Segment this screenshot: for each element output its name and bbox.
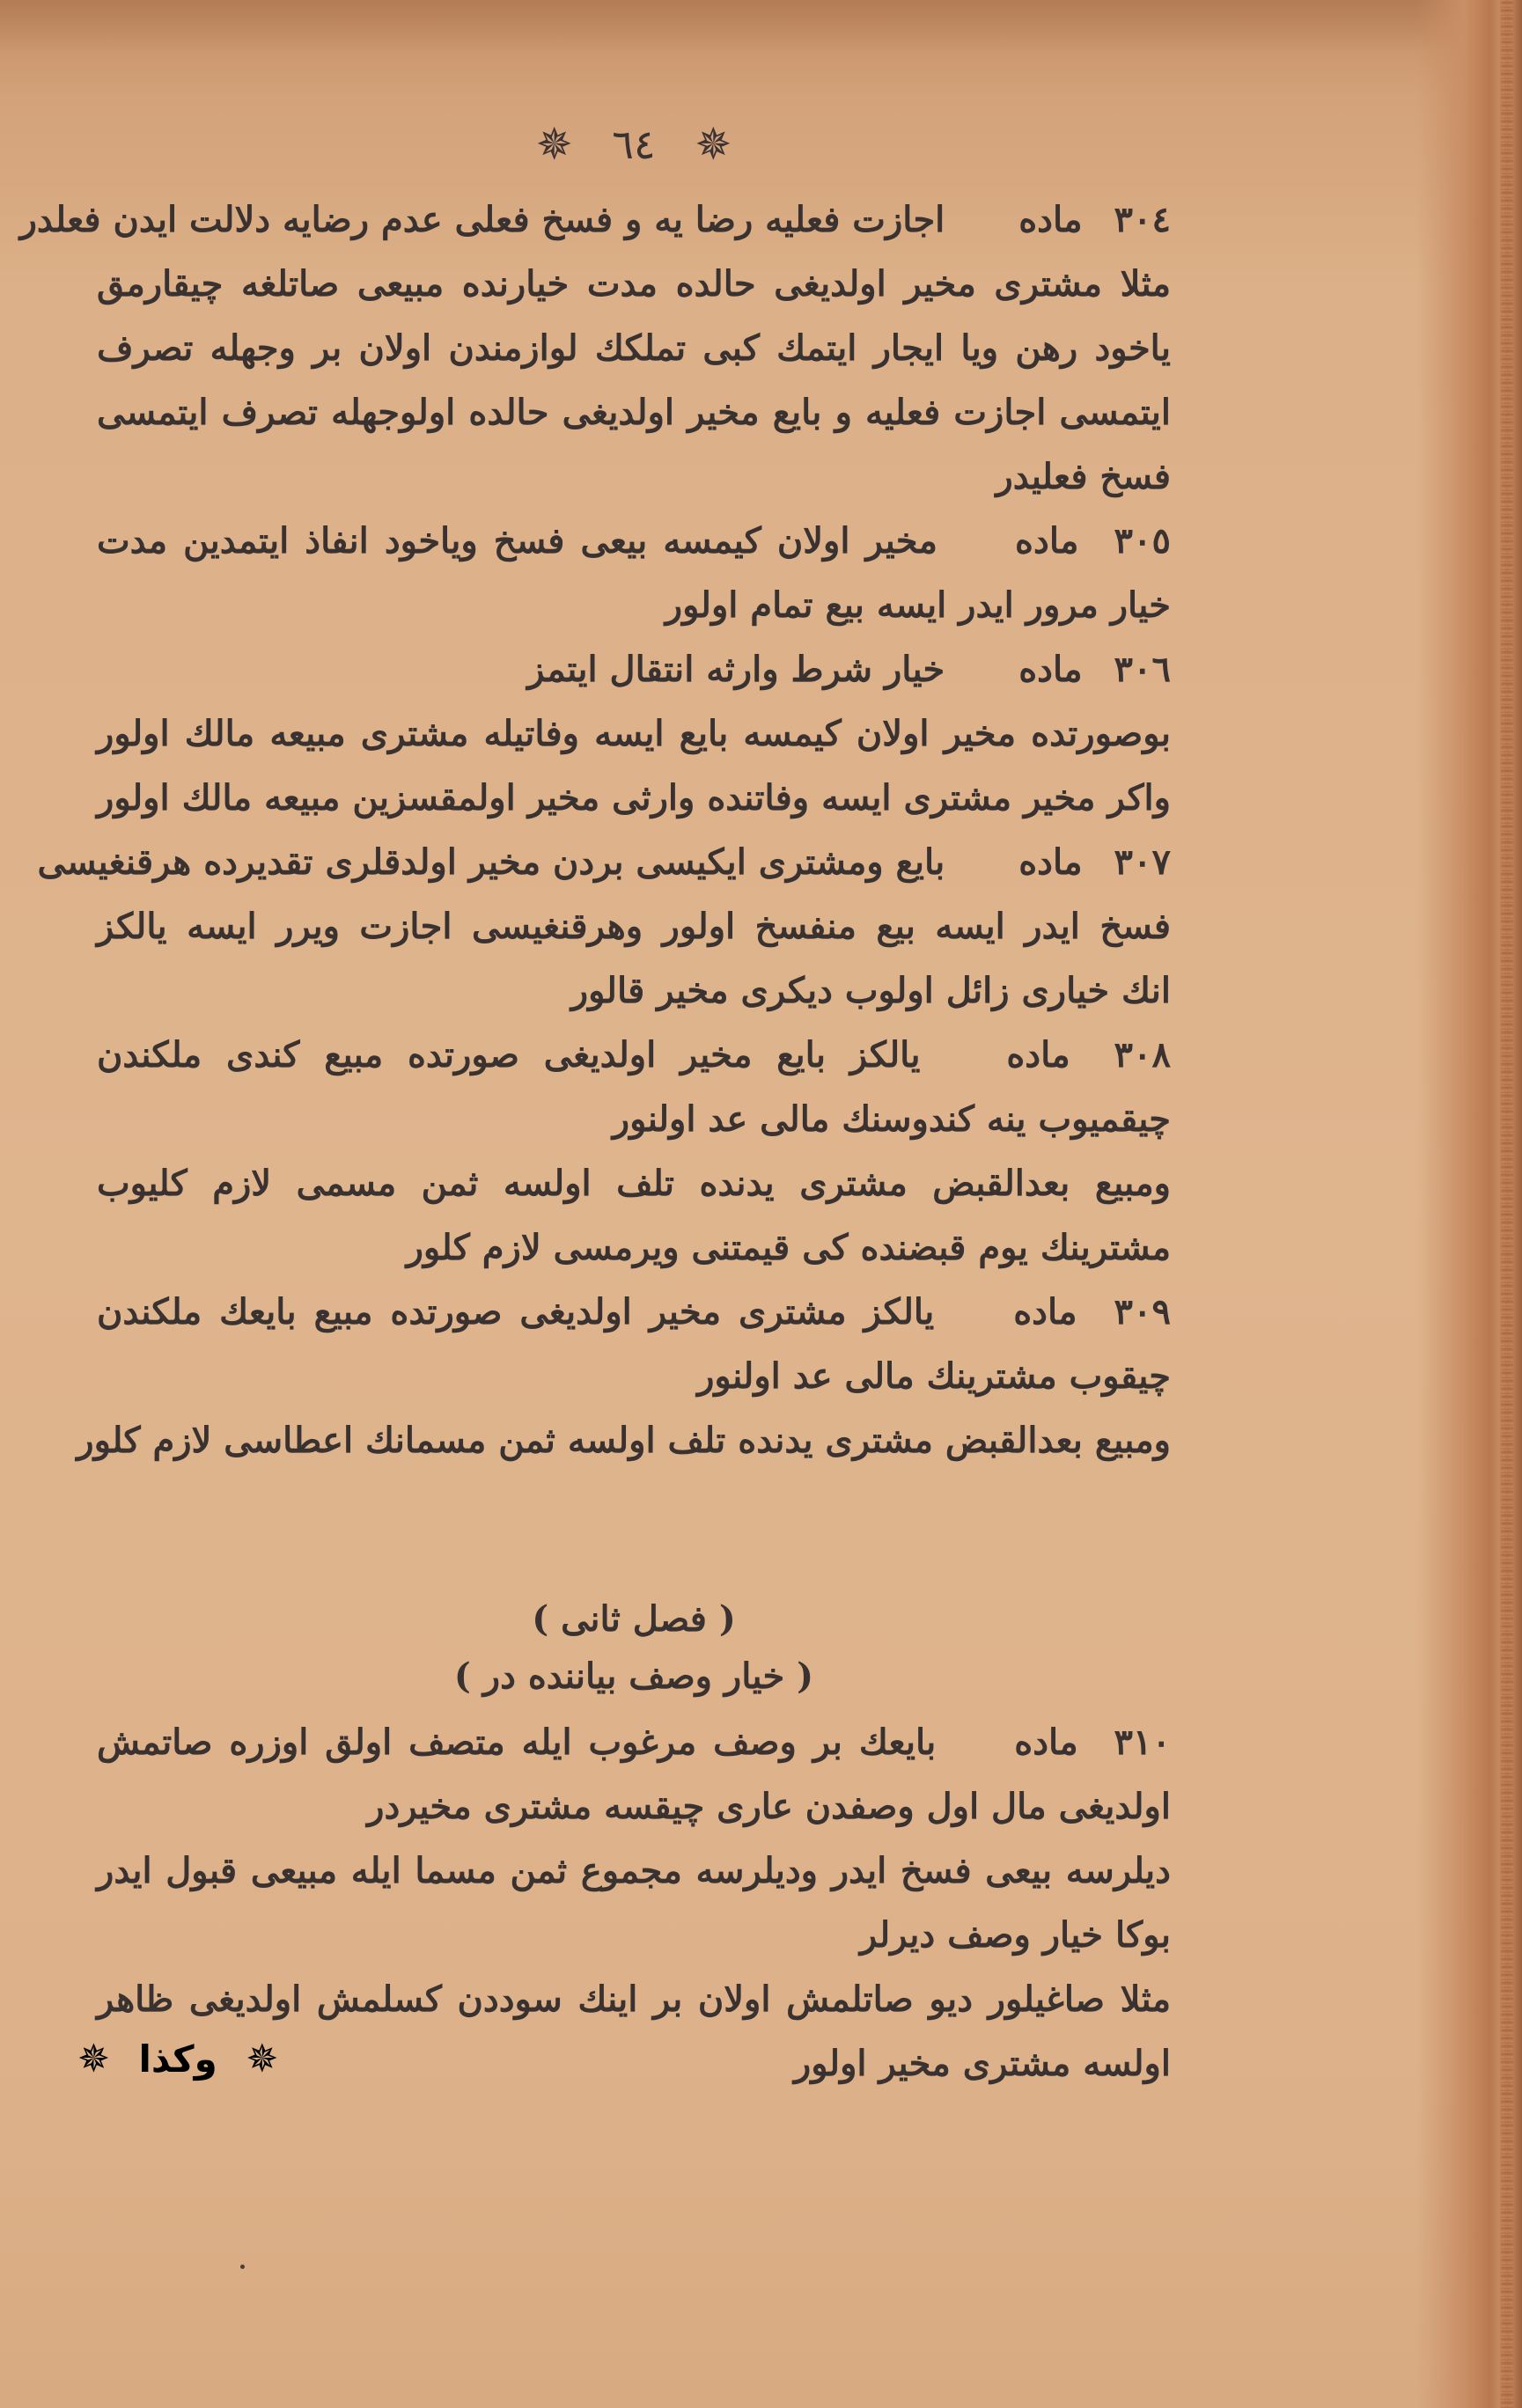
page-edge — [1416, 0, 1522, 2408]
article-310-line-1 — [97, 1712, 1171, 1773]
ornament-right-icon: ✵ — [246, 2037, 279, 2081]
article-label: ماده — [1013, 1291, 1077, 1332]
ornament-right-icon: ✵ — [695, 119, 732, 170]
article-306-line-2: بوصورتده مخیر اولان کیمسه بایع ایسه وفاتیله مشتری مبیعه مالك اولور — [97, 713, 1171, 754]
article-label: ماده — [1018, 199, 1083, 240]
article-label: ماده — [1018, 649, 1083, 690]
ornament-left-icon: ✵ — [77, 2037, 110, 2081]
article-text: مخیر اولان کیمسه بیعی فسخ ویاخود انفاذ ایتمدین مدت — [97, 520, 937, 562]
article-label: ماده — [1015, 520, 1079, 562]
article-309-line-3: ومبیع بعدالقبض مشتری یدنده تلف اولسه ثمن مسمانك اعطاسی لازم کلور — [77, 1420, 1171, 1461]
article-310-line-6: اولسه مشتری مخیر اولور — [793, 2043, 1171, 2084]
ornament-left-icon: ✵ — [535, 119, 573, 170]
article-310-line-2: اولدیغی مال اول وصفدن عاری چیقسه مشتری مخیردر — [367, 1786, 1171, 1827]
article-304-line-1 — [19, 189, 1171, 251]
article-309-line-1 — [97, 1281, 1171, 1343]
article-310-line-4: بوکا خیار وصف دیرلر — [859, 1914, 1171, 1956]
article-label: ماده — [1006, 1034, 1070, 1076]
article-304-line-5: فسخ فعلیدر — [996, 456, 1171, 497]
article-304-line-2: مثلا مشتری مخیر اولدیغی حالده مدت خیارنده مبیعی صاتلغه چیقارمق — [97, 263, 1171, 305]
section-title: ( فصل ثانی ) — [532, 1598, 736, 1640]
article-308-line-1 — [97, 1024, 1171, 1086]
page-header — [97, 114, 1171, 171]
catchword-footer — [62, 2033, 294, 2086]
article-text: بایعك بر وصف مرغوب ایله متصف اولق اوزره صاتمش — [97, 1722, 937, 1763]
article-307-line-3: انك خیاری زائل اولوب دیکری مخیر قالور — [570, 970, 1171, 1011]
article-label: ماده — [1018, 841, 1083, 883]
article-label: ماده — [1014, 1722, 1078, 1763]
article-304-line-4: ایتمسی اجازت فعلیه و بایع مخیر اولدیغی حالده اولوجهله تصرف ایتمسی — [97, 392, 1171, 433]
page-top-shadow — [0, 0, 1522, 53]
article-306-line-3: واکر مخیر مشتری ایسه وفاتنده وارثی مخیر اولمقسزین مبیعه مالك اولور — [97, 777, 1171, 819]
article-text: یالکز بایع مخیر اولدیغی صورتده مبیع کندی ملکندن — [97, 1034, 921, 1076]
article-308-line-2: چیقمیوب ینه کندوسنك مالی عد اولنور — [612, 1098, 1171, 1140]
article-number: ٣٠٧ — [1114, 841, 1171, 883]
article-310-line-3: دیلرسه بیعی فسخ ایدر ودیلرسه مجموع ثمن مسما ایله مبیعی قبول ایدر — [97, 1850, 1171, 1891]
section-subtitle: ( خیار وصف بیاننده در ) — [453, 1656, 814, 1697]
article-number: ٣٠٥ — [1114, 520, 1171, 562]
article-text: یالکز مشتری مخیر اولدیغی صورتده مبیع بایعك ملکندن — [97, 1291, 935, 1332]
article-305-line-1 — [97, 510, 1171, 572]
page-number: ٦٤ — [612, 121, 656, 168]
article-number: ٣٠٩ — [1114, 1291, 1171, 1332]
article-text: اجازت فعلیه رضا یه و فسخ فعلی عدم رضایه دلالت ایدن فعلدر — [19, 199, 945, 240]
article-text: بایع ومشتری ایکیسی بردن مخیر اولدقلری تقدیرده هرقنغیسی — [37, 841, 945, 883]
article-text: خیار شرط وارثه انتقال ایتمز — [527, 649, 945, 690]
article-number: ٣٠٨ — [1114, 1034, 1171, 1076]
article-309-line-2: چیقوب مشترینك مالی عد اولنور — [697, 1355, 1171, 1397]
article-307-line-1 — [37, 832, 1171, 893]
catchword: وکذا — [138, 2037, 217, 2081]
article-305-line-2: خیار مرور ایدر ایسه بیع تمام اولور — [665, 584, 1171, 626]
article-307-line-2: فسخ ایدر ایسه بیع منفسخ اولور وهرقنغیسی اجازت ویرر ایسه یالکز — [97, 906, 1171, 947]
article-308-line-4: مشترینك یوم قبضنده کی قیمتنی ویرمسی لازم کلور — [406, 1227, 1171, 1268]
article-306-line-1 — [97, 639, 1171, 701]
article-number: ٣٠٦ — [1114, 649, 1171, 690]
article-310-line-5: مثلا صاغیلور دیو صاتلمش اولان بر اینك سوددن کسلمش اولدیغی ظاهر — [97, 1979, 1171, 2020]
article-304-line-3: یاخود رهن ویا ایجار ایتمك کبی تملکك لوازمندن اولان بر وجهله تصرف — [97, 327, 1171, 369]
article-number: ٣١٠ — [1114, 1722, 1171, 1763]
article-308-line-3: ومبیع بعدالقبض مشتری یدنده تلف اولسه ثمن مسمی لازم کلیوب — [97, 1163, 1171, 1204]
ink-speck — [240, 2265, 245, 2269]
article-number: ٣٠٤ — [1114, 199, 1171, 240]
